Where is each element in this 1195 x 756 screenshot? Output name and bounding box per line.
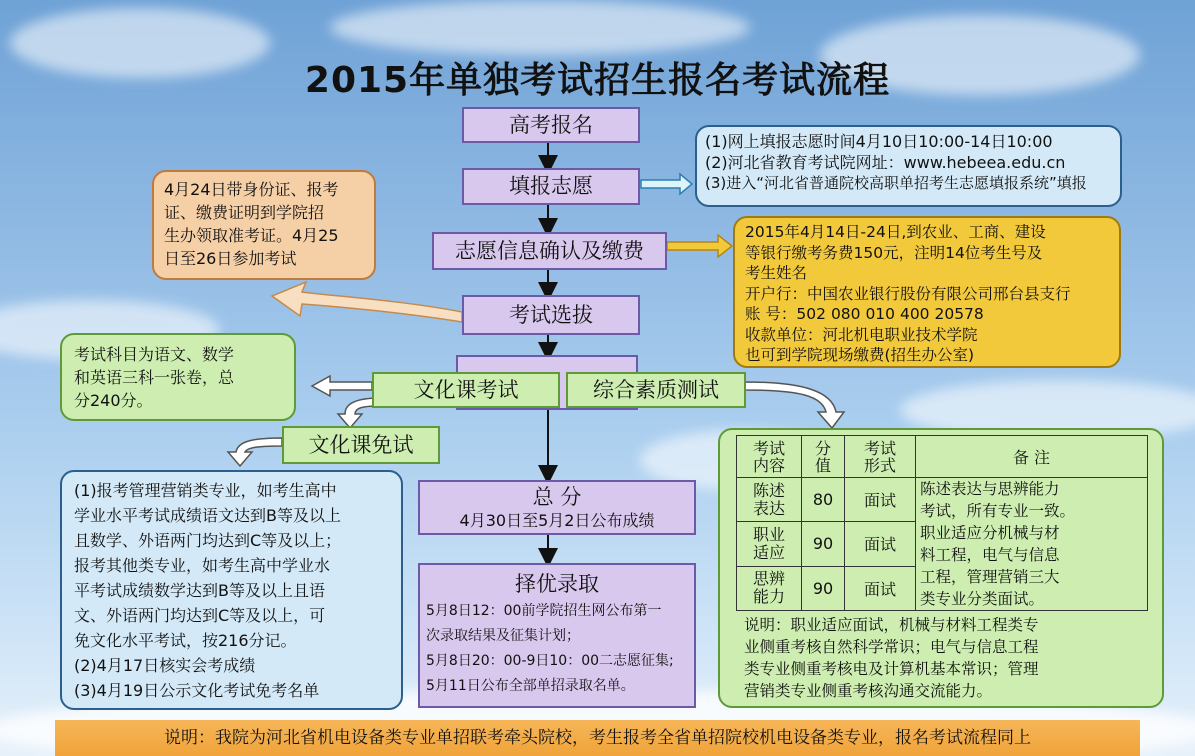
- table-cell-form: 面试: [845, 566, 916, 610]
- remark-line: 陈述表达与思辨能力: [920, 480, 1060, 498]
- remark-line: 职业适应分机械与材: [920, 524, 1060, 542]
- exempt-line: 免文化水平考试，按216分记。: [74, 631, 297, 650]
- payment-line: 2015年4月14日-24日,到农业、工商、建设: [745, 223, 1046, 241]
- table-cell-content: 陈述 表达: [737, 478, 802, 522]
- explain-line: 业侧重考核自然科学常识；电气与信息工程: [744, 638, 1039, 656]
- payment-note: [733, 216, 1121, 368]
- admission-lines: [426, 599, 688, 699]
- remark-line: 工程，管理营销三大: [920, 568, 1060, 586]
- total-subtitle: 4月30日至5月2日公布成绩: [459, 511, 655, 530]
- table-header: 考试 内容: [737, 436, 802, 478]
- total-title: 总 分: [532, 485, 582, 509]
- step-gaokao-register: 高考报名: [462, 107, 640, 143]
- ticket-line: 日至26日参加考试: [164, 249, 297, 268]
- ticket-line: 生办领取准考证。4月25: [164, 226, 339, 245]
- admission-line: 5月8日20：00-9日10：00二志愿征集;: [426, 653, 674, 669]
- payment-line: 账 号：502 080 010 400 20578: [745, 305, 984, 323]
- subjects-line: 考试科目为语文、数学: [74, 345, 235, 364]
- online-note: (1)网上填报志愿时间4月10日10:00-14日10:00: [705, 132, 1053, 151]
- table-remark: [916, 478, 1148, 611]
- remark-line: 考试，所有专业一致。: [920, 502, 1076, 520]
- payment-line: 等银行缴考务费150元，注明14位考生号及: [745, 243, 1043, 262]
- online-notes: [695, 125, 1122, 207]
- arrow-to-quality: [745, 382, 844, 428]
- table-cell-form: 面试: [845, 478, 916, 522]
- remark-line: 类专业分类面试。: [920, 590, 1045, 608]
- payment-line: 收款单位：河北机电职业技术学院: [745, 325, 978, 344]
- payment-line: 考生姓名: [745, 264, 808, 282]
- admission-ticket-note: [152, 170, 376, 280]
- exempt-rules-note: [60, 470, 403, 710]
- table-cell-score: 90: [802, 522, 845, 566]
- table-cell-content: 思辨 能力: [737, 566, 802, 610]
- exempt-line: 平考试成绩数学达到B等及以上且语: [74, 581, 325, 600]
- remark-line: 料工程，电气与信息: [920, 546, 1060, 564]
- exempt-box: 文化课免试: [282, 426, 440, 464]
- table-cell-score: 90: [802, 566, 845, 610]
- page-title: 2015年单独考试招生报名考试流程: [304, 60, 891, 101]
- arrow-to-payment: [667, 235, 732, 257]
- table-header: 分 值: [802, 436, 845, 478]
- total-score-box: [418, 480, 696, 535]
- explain-line: 营销类专业侧重考核沟通交流能力。: [744, 682, 993, 700]
- online-note: (2)河北省教育考试院网址：www.hebeea.edu.cn: [705, 153, 1066, 172]
- branch-culture-exam: 文化课考试: [372, 372, 560, 408]
- exempt-line: (2)4月17日核实会考成绩: [74, 656, 256, 675]
- exempt-line: 报考其他类专业，如考生高中学业水: [74, 556, 331, 575]
- step-exam-select: 考试选拔: [462, 295, 640, 335]
- subjects-line: 分240分。: [74, 391, 153, 410]
- online-note: (3)进入“河北省普通院校高职单招考生志愿填报系统”填报: [705, 174, 1087, 192]
- explain-line: 说明：职业适应面试，机械与材料工程类专: [744, 616, 1039, 634]
- admission-title: 择优录取: [515, 572, 599, 596]
- payment-line: 也可到学院现场缴费(招生办公室): [745, 346, 975, 364]
- ticket-line: 证、缴费证明到学院招: [164, 203, 325, 222]
- table-cell-score: 80: [802, 478, 845, 522]
- admission-box: [418, 563, 696, 708]
- explain-line: 类专业侧重考核电及计算机基本常识；管理: [744, 660, 1039, 678]
- table-cell-form: 面试: [845, 522, 916, 566]
- table-cell-content: 职业 适应: [737, 522, 802, 566]
- footer-note: 说明：我院为河北省机电设备类专业单招联考牵头院校，考生报考全省单招院校机电设备类专业，报名考试流程同上: [55, 720, 1140, 756]
- admission-line: 次录取结果及征集计划；: [426, 628, 580, 644]
- exempt-line: (3)4月19日公示文化考试免考名单: [74, 681, 320, 700]
- step-fill-choices: 填报志愿: [462, 168, 640, 205]
- arrow-to-admission-ticket: [272, 282, 462, 322]
- branch-quality-test: 综合素质测试: [566, 372, 746, 408]
- arrow-to-exempt-rules: [228, 438, 282, 466]
- arrow-to-online-notes: [641, 174, 692, 194]
- table-header: 考试 形式: [845, 436, 916, 478]
- admission-line: 5月8日12：00前学院招生网公布第一: [426, 603, 662, 619]
- exempt-line: 学业水平考试成绩语文达到B等及以上: [74, 506, 341, 525]
- subjects-note: [60, 333, 296, 421]
- admission-line: 5月11日公布全部单招录取名单。: [426, 678, 635, 694]
- exam-table: [736, 435, 1148, 611]
- step-confirm-pay: 志愿信息确认及缴费: [432, 232, 667, 270]
- subjects-line: 和英语三科一张卷，总: [74, 368, 235, 387]
- arrow-to-subjects: [312, 376, 372, 396]
- table-header: 备 注: [916, 436, 1148, 478]
- exempt-line: 文、外语两门均达到C等及以上，可: [74, 606, 326, 625]
- exempt-line: 且数学、外语两门均达到C等及以上；: [74, 531, 342, 550]
- ticket-line: 4月24日带身份证、报考: [164, 180, 339, 199]
- payment-line: 开户行：中国农业银行股份有限公司邢台县支行: [745, 284, 1071, 303]
- exempt-line: (1)报考管理营销类专业，如考生高中: [74, 481, 337, 500]
- quality-explain: [744, 614, 1156, 702]
